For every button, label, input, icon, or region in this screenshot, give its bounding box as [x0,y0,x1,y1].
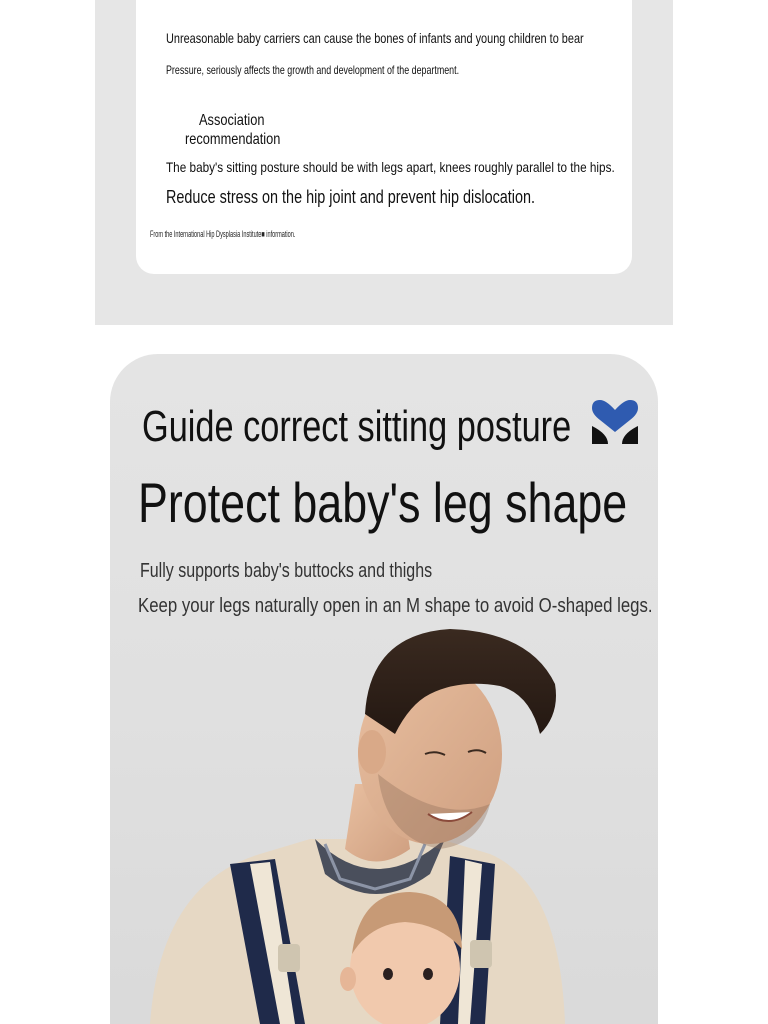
source-note: From the International Hip Dysplasia Institute■ information. [150,229,296,239]
association-heading-line2: recommendation [185,131,281,148]
man-carrying-baby-photo [110,624,658,1024]
feature-subtitle: Guide correct sitting posture [142,402,572,451]
feature-card [110,354,658,1024]
recommendation-text: The baby's sitting posture should be with legs apart, knees roughly parallel to the hips. [166,159,615,175]
recommendation-emphasis: Reduce stress on the hip joint and prevent hip dislocation. [166,187,536,207]
feature-title: Protect baby's leg shape [138,471,628,534]
info-card [136,0,632,274]
feature-line1: Fully supports baby's buttocks and thighs [140,560,433,582]
association-heading-line1: Association [199,112,265,129]
warning-text-line2: Pressure, seriously affects the growth and development of the department. [166,63,460,77]
top-section [95,0,673,325]
warning-text-line1: Unreasonable baby carriers can cause the bones of infants and young children to bear [166,30,584,46]
m-brand-logo-icon [590,398,640,446]
feature-line2: Keep your legs naturally open in an M shape to avoid O-shaped legs. [138,595,653,617]
